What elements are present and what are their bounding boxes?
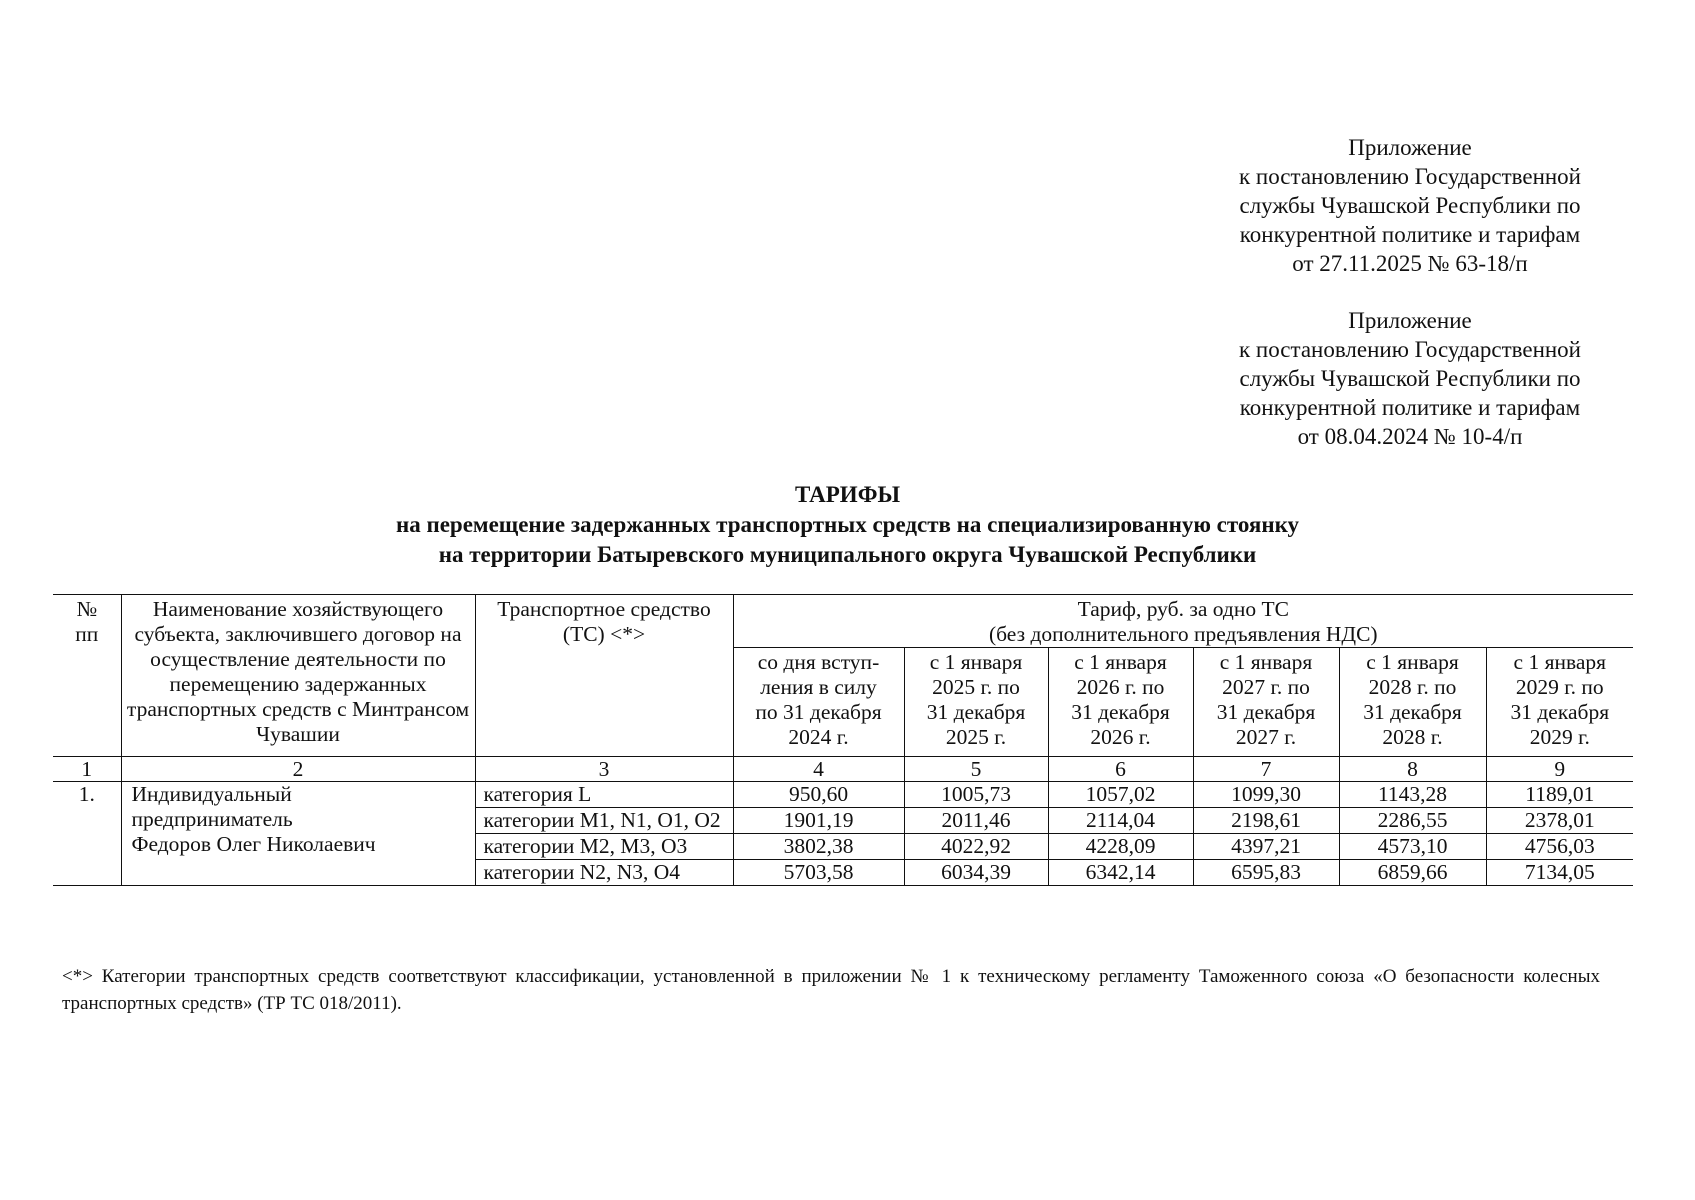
vehicle-category: категория L (475, 782, 733, 808)
header-entity: Наименование хозяйствующего субъекта, заключившего договор на осуществление деятельности по перемещению задержанных транспортных средств с Минтрансом Чувашии (121, 595, 475, 757)
tariff-value: 4756,03 (1486, 834, 1633, 860)
annex-line: службы Чувашской Республики по (1239, 193, 1581, 218)
annex-line: службы Чувашской Республики по (1239, 366, 1581, 391)
tariff-value: 950,60 (733, 782, 904, 808)
header-vehicle: Транспортное средство (ТС) <*> (475, 595, 733, 757)
tariff-value: 4228,09 (1048, 834, 1193, 860)
tariff-value: 6342,14 (1048, 860, 1193, 886)
header-period: с 1 января 2026 г. по 31 декабря 2026 г. (1048, 648, 1193, 757)
tariff-value: 4573,10 (1339, 834, 1486, 860)
column-number: 1 (53, 757, 121, 782)
column-number: 6 (1048, 757, 1193, 782)
header-period: с 1 января 2027 г. по 31 декабря 2027 г. (1193, 648, 1339, 757)
title-heading: ТАРИФЫ (794, 482, 901, 507)
tariff-value: 1143,28 (1339, 782, 1486, 808)
vehicle-category: категории М1, N1, O1, O2 (475, 808, 733, 834)
tariff-value: 2286,55 (1339, 808, 1486, 834)
tariff-value: 4397,21 (1193, 834, 1339, 860)
column-number: 8 (1339, 757, 1486, 782)
tariff-value: 3802,38 (733, 834, 904, 860)
column-number: 2 (121, 757, 475, 782)
annex-header-current (1180, 133, 1640, 278)
table-row (53, 782, 1633, 808)
entry-number: 1. (53, 782, 121, 886)
tariff-value: 1901,19 (733, 808, 904, 834)
document-title (0, 480, 1695, 570)
column-number: 7 (1193, 757, 1339, 782)
vehicle-category: категории М2, М3, O3 (475, 834, 733, 860)
tariff-value: 1099,30 (1193, 782, 1339, 808)
header-number: № пп (53, 595, 121, 757)
annex-header-previous (1180, 306, 1640, 451)
tariff-value: 2378,01 (1486, 808, 1633, 834)
annex-line: к постановлению Государственной (1239, 164, 1581, 189)
annex-line: Приложение (1348, 308, 1472, 333)
annex-line: Приложение (1348, 135, 1472, 160)
entity-name: Индивидуальный предприниматель Федоров Олег Николаевич (121, 782, 475, 886)
annex-resolution-date: от 08.04.2024 № 10-4/п (1297, 424, 1523, 449)
title-subtitle-line-2: на территории Батыревского муниципального округа Чувашской Республики (438, 542, 1257, 567)
tariff-value: 6595,83 (1193, 860, 1339, 886)
tariff-value: 1057,02 (1048, 782, 1193, 808)
header-period: со дня вступ- ления в силу по 31 декабря 2024 г. (733, 648, 904, 757)
header-period: с 1 января 2029 г. по 31 декабря 2029 г. (1486, 648, 1633, 757)
title-subtitle-line-1: на перемещение задержанных транспортных средств на специализированную стоянку (395, 512, 1300, 537)
tariff-value: 1189,01 (1486, 782, 1633, 808)
tariff-value: 2198,61 (1193, 808, 1339, 834)
annex-line: конкурентной политике и тарифам (1239, 222, 1581, 247)
annex-line: конкурентной политике и тарифам (1239, 395, 1581, 420)
tariff-table (53, 594, 1633, 886)
tariff-value: 4022,92 (904, 834, 1048, 860)
column-number: 3 (475, 757, 733, 782)
tariff-value: 7134,05 (1486, 860, 1633, 886)
tariff-value: 1005,73 (904, 782, 1048, 808)
column-number: 4 (733, 757, 904, 782)
column-number-row (53, 757, 1633, 782)
tariff-value: 6859,66 (1339, 860, 1486, 886)
table-header-row (53, 595, 1633, 648)
tariff-value: 2114,04 (1048, 808, 1193, 834)
tariff-value: 5703,58 (733, 860, 904, 886)
header-period: с 1 января 2025 г. по 31 декабря 2025 г. (904, 648, 1048, 757)
column-number: 9 (1486, 757, 1633, 782)
column-number: 5 (904, 757, 1048, 782)
footnote: <*> Категории транспортных средств соответствуют классификации, установленной в приложении № 1 к техническому регламенту Таможенного союза «О безопасности колесных транспортных средств» (ТР ТС 018/2011). (62, 966, 1600, 1014)
header-tariff: Тариф, руб. за одно ТС (без дополнительного предъявления НДС) (733, 595, 1633, 648)
tariff-value: 6034,39 (904, 860, 1048, 886)
vehicle-category: категории N2, N3, O4 (475, 860, 733, 886)
annex-line: к постановлению Государственной (1239, 337, 1581, 362)
annex-resolution-date: от 27.11.2025 № 63-18/п (1292, 251, 1528, 276)
header-period: с 1 января 2028 г. по 31 декабря 2028 г. (1339, 648, 1486, 757)
tariff-value: 2011,46 (904, 808, 1048, 834)
